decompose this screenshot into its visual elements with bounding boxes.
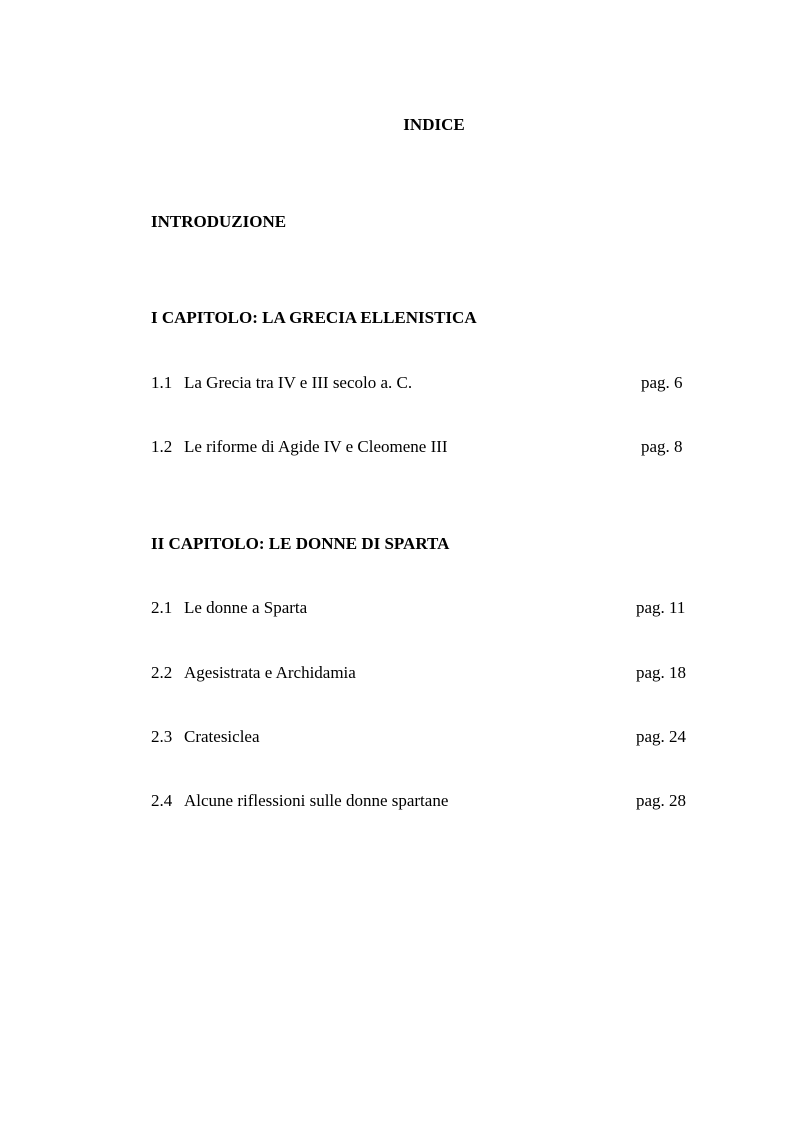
- toc-entry-title: Le riforme di Agide IV e Cleomene III: [184, 437, 448, 456]
- toc-entry-1-2: [151, 436, 711, 458]
- toc-entry-page: pag. 6: [641, 373, 683, 392]
- toc-entry-title: Le donne a Sparta: [184, 598, 308, 617]
- toc-entry-title: La Grecia tra IV e III secolo a. C.: [184, 373, 413, 392]
- toc-entry-2-1: [151, 597, 711, 619]
- toc-entry-number: 2.4: [151, 791, 173, 810]
- introduction-heading: INTRODUZIONE: [151, 212, 287, 231]
- toc-entry-page: pag. 8: [641, 437, 683, 456]
- toc-entry-number: 2.1: [151, 598, 173, 617]
- page-title: INDICE: [403, 115, 465, 134]
- toc-entry-1-1: [151, 372, 711, 394]
- toc-entry-2-3: [151, 726, 711, 748]
- toc-entry-page: pag. 28: [636, 791, 687, 810]
- toc-entry-title: Cratesiclea: [184, 727, 260, 746]
- toc-entry-2-4: [151, 790, 711, 812]
- toc-entry-title: Alcune riflessioni sulle donne spartane: [184, 791, 449, 810]
- chapter-1-heading: I CAPITOLO: LA GRECIA ELLENISTICA: [151, 308, 477, 327]
- toc-entry-page: pag. 11: [636, 598, 686, 617]
- toc-entry-2-2: [151, 662, 711, 684]
- toc-entry-page: pag. 24: [636, 727, 687, 746]
- toc-entry-number: 2.2: [151, 663, 173, 682]
- toc-entry-number: 1.2: [151, 437, 173, 456]
- toc-entry-page: pag. 18: [636, 663, 687, 682]
- chapter-2-heading: II CAPITOLO: LE DONNE DI SPARTA: [151, 534, 450, 553]
- toc-entry-title: Agesistrata e Archidamia: [184, 663, 356, 682]
- toc-entry-number: 1.1: [151, 373, 173, 392]
- toc-entry-number: 2.3: [151, 727, 173, 746]
